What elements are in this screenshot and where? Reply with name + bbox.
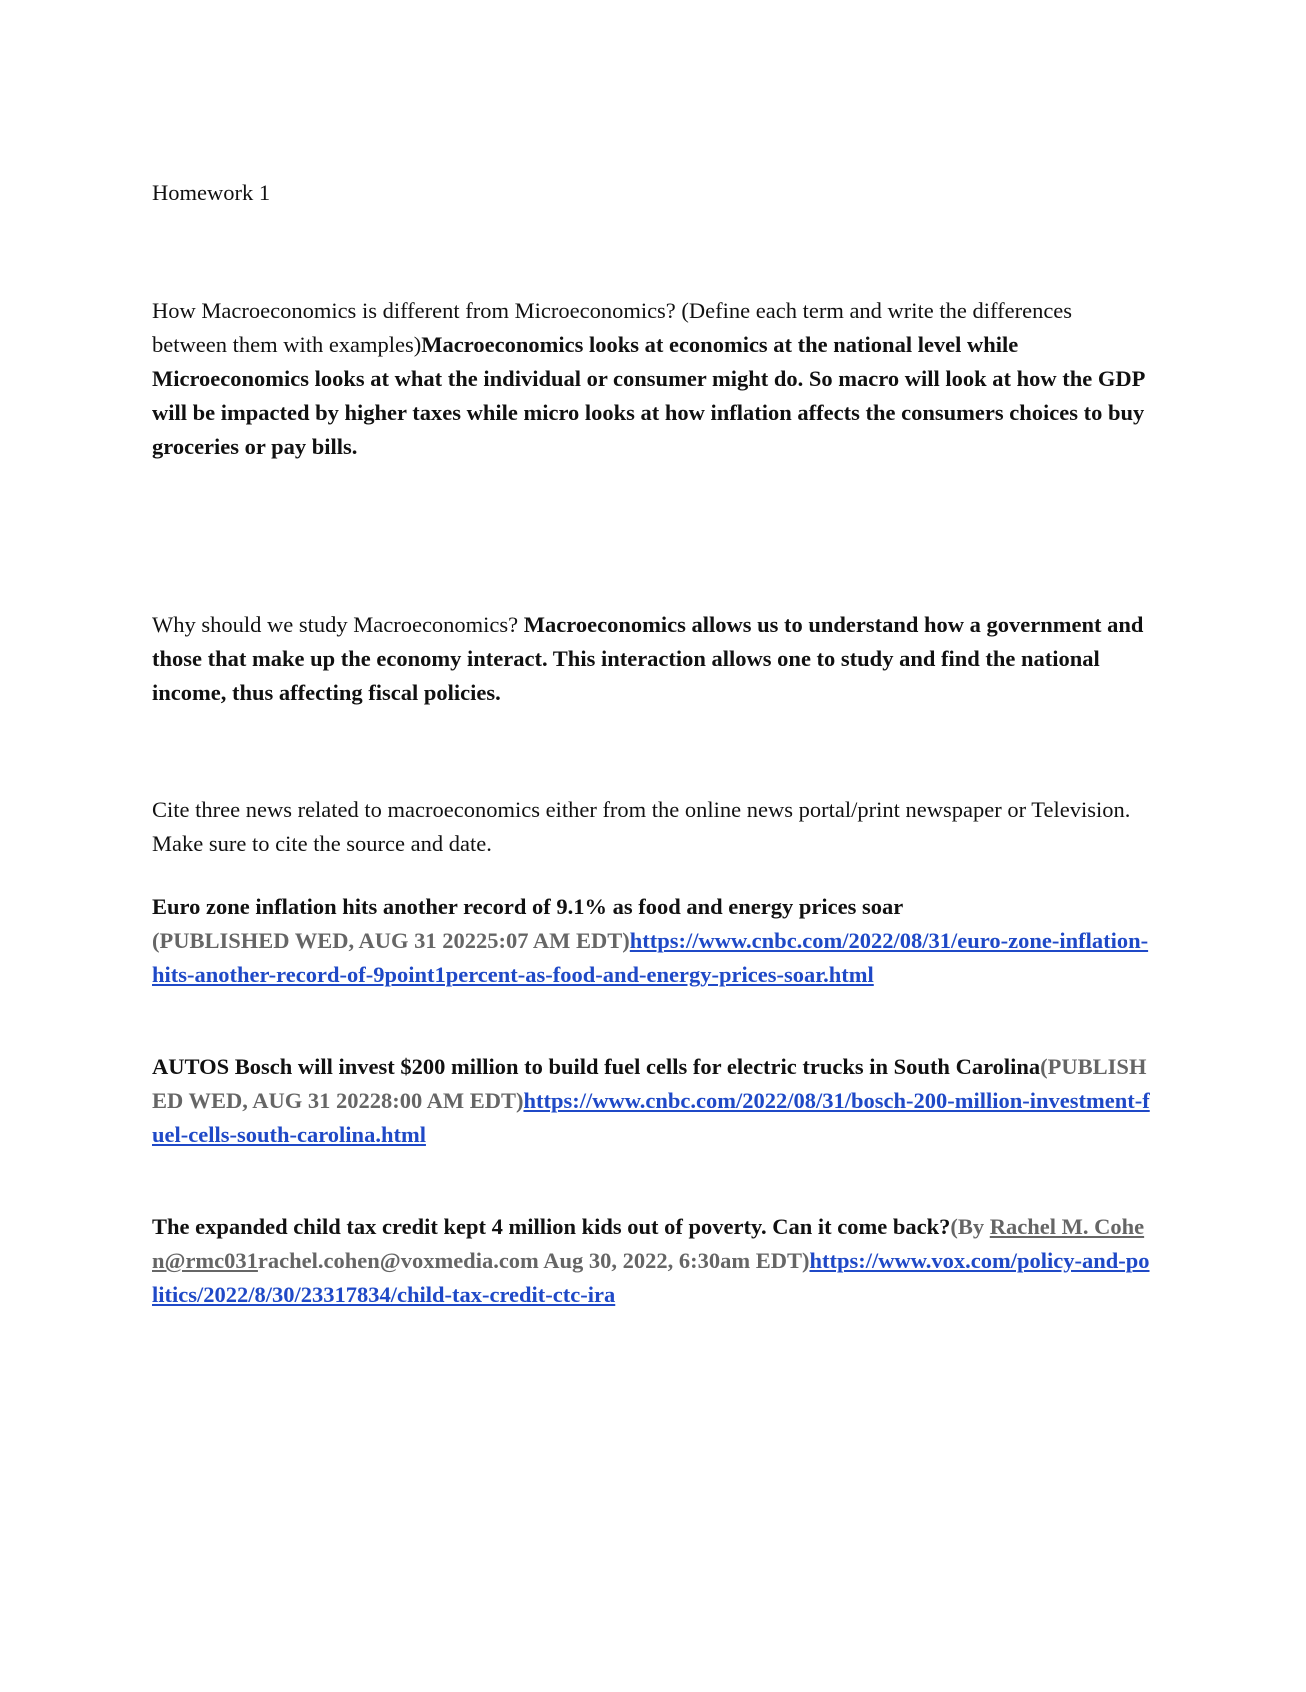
news-item-1 [152, 890, 1152, 992]
news-paren-open: ( [1040, 1054, 1048, 1079]
news-item-2 [152, 1050, 1152, 1152]
author-email: rachel.cohen@voxmedia.com [257, 1248, 539, 1273]
document-title: Homework 1 [152, 180, 271, 205]
news-paren-close: ) [622, 928, 630, 953]
author-link[interactable]: Rachel M. Cohen [152, 1214, 1145, 1273]
news-paren-close: ) [516, 1088, 524, 1113]
news-link[interactable]: https://www.cnbc.com/2022/08/31/euro-zone-inflation-hits-another-record-of-9point1percent-as-food-and-energy-prices-soar.html [152, 928, 1149, 987]
news-paren-open: ( [152, 928, 160, 953]
news-headline: Euro zone inflation hits another record of 9.1% as food and energy prices soar [152, 894, 904, 919]
answer-2-text: Macroeconomics allows us to understand how a government and those that make up the economy interact. This interaction allows one to study and find the national income, thus affecting fiscal policies. [152, 612, 1144, 705]
news-link[interactable]: https://www.cnbc.com/2022/08/31/bosch-200-million-investment-fuel-cells-south-carolina.html [152, 1088, 1150, 1147]
question-1-text: How Macroeconomics is different from Microeconomics? (Define each term and write the differences between them with examples) [152, 298, 1073, 357]
news-paren-close: ) [801, 1248, 810, 1273]
question-1 [152, 294, 1152, 464]
question-3-text: Cite three news related to macroeconomics either from the online news portal/print newspaper or Television. Make sure to cite the source and date. [152, 797, 1131, 856]
news-meta: PUBLISHED WED, AUG 31 20225:07 AM EDT [159, 928, 623, 953]
news-meta: PUBLISHED WED, AUG 31 20228:00 AM EDT [152, 1054, 1147, 1113]
question-2-text: Why should we study Macroeconomics? [152, 612, 524, 637]
news-headline: The expanded child tax credit kept 4 million kids out of poverty. Can it come back? [152, 1214, 951, 1239]
news-link[interactable]: https://www.vox.com/policy-and-politics/2022/8/30/23317834/child-tax-credit-ctc-ira [152, 1248, 1150, 1307]
question-3 [152, 793, 1152, 861]
news-meta: Aug 30, 2022, 6:30am EDT [538, 1248, 802, 1273]
news-paren-open: (By [950, 1214, 990, 1239]
news-headline: AUTOS Bosch will invest $200 million to build fuel cells for electric trucks in South Carolina [152, 1054, 1041, 1079]
author-handle-link[interactable]: @rmc031 [164, 1248, 258, 1273]
news-item-3 [152, 1210, 1152, 1312]
question-2 [152, 608, 1152, 710]
answer-1-text: Macroeconomics looks at economics at the national level while Microeconomics looks at what the individual or consumer might do. So macro will look at how the GDP will be impacted by higher taxes while micro looks at how inflation affects the consumers choices to buy groceries or pay bills. [152, 332, 1145, 459]
